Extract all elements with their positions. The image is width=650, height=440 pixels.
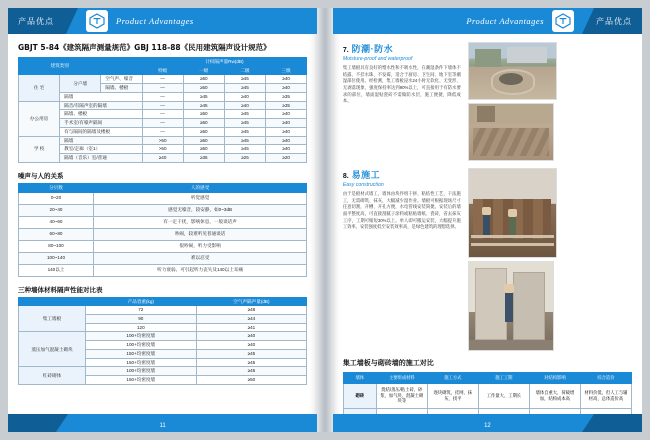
table-row [343, 383, 631, 408]
cell-density: 100+均密度墙 [86, 341, 197, 350]
photo-workers-scaffold [468, 168, 557, 258]
material-sound-table [18, 297, 307, 385]
row-item: 有与隔间的隔墙及楼板 [60, 127, 142, 136]
cell-grade-1: ≥50 [183, 84, 224, 93]
cell-density: 150+均密度墙 [86, 376, 197, 385]
cell-rw: ≥41 [196, 323, 307, 332]
cell-grade-3: ≥40 [266, 110, 307, 119]
section-waterproof-heading [343, 42, 461, 55]
cell-grade-3: ≥35 [266, 101, 307, 110]
cell-grade-special: — [142, 101, 183, 110]
table-row [19, 92, 307, 101]
cell-decibel: 100~140 [19, 252, 94, 264]
section-waterproof-photos [468, 42, 632, 161]
cell-materials: 烧结/蒸压/粘土砖、砂浆、加气块、混凝土砌块等 [376, 383, 427, 408]
cell-grade-2: ≥45 [224, 84, 265, 93]
cell-rw: ≥40 [196, 341, 307, 350]
header-left-tab: 产品优点 [8, 8, 66, 34]
left-page-header [8, 8, 317, 34]
cell-grade-3: ≥20 [266, 154, 307, 163]
noise-table-body [19, 192, 307, 276]
section-body-text: 由于是板材式墙工，墙体由块件组干拼、粘结性工艺，干法施工，无需砌筑、抹灰，大幅减少湿作业。墙板可根据现场尺寸任意切割，开槽、开孔方便，水电管线安装简捷。安装后的墙面平整度高，可直接刮腻子涂料或粘贴墙纸、瓷砖，省去抹灰工序，工期可缩短30%以上。单人即可搬运安装，大幅提升施工效率，安装强度低至安装效率高，是绿色建筑的理想选择。 [342, 191, 461, 230]
cell-rw: ≥40 [196, 332, 307, 341]
cell-rw: ≥50 [196, 376, 307, 385]
th-structure-impact: 对结构影响 [529, 373, 580, 384]
table-row [19, 136, 307, 145]
th-decibel: 分贝数 [19, 183, 94, 192]
cell-decibel: 140以上 [19, 264, 94, 276]
cell-grade-special: >50 [142, 145, 183, 154]
standards-table-body [19, 75, 307, 162]
header-left-title: Product Advantages [116, 16, 194, 26]
material-name: 集工墙板 [19, 306, 86, 332]
th-material [19, 297, 86, 306]
section-number: 7. [342, 47, 349, 54]
cell-feeling: 很吵闹，听力受影响 [94, 240, 307, 252]
cell-rw: ≥44 [196, 315, 307, 324]
cell-grade-3: ≥40 [266, 136, 307, 145]
cell-grade-special: ≥40 [142, 154, 183, 163]
cell-grade-2: ≥40 [224, 101, 265, 110]
row-item: 隔墙 [60, 92, 142, 101]
cell-grade-1: ≥35 [183, 154, 224, 163]
cell-method: 逐块砌筑，挂网、抹灰、找平 [427, 383, 478, 408]
cell-grade-3: ≥35 [266, 92, 307, 101]
cell-grade-special: — [142, 127, 183, 136]
row-item: 隔墙、楼板 [101, 84, 142, 93]
row-item: 教室/走廊（室1） [60, 145, 142, 154]
right-page [333, 8, 642, 432]
cell-grade-2: ≥45 [224, 119, 265, 128]
left-page [8, 8, 317, 432]
cell-grade-3: ≥40 [266, 119, 307, 128]
cat-office: 办公用房 [19, 101, 60, 136]
cell-structure: 墙体自重大，荷载增加，结构成本高 [529, 383, 580, 408]
th-total-cost: 综合造价 [580, 373, 631, 384]
cell-rw: ≥48 [196, 306, 307, 315]
header-right-tab: 产品优点 [594, 8, 642, 34]
row-item: 隔墙 [60, 136, 142, 145]
cell-density: 72 [86, 306, 197, 315]
header-right-title: Product Advantages [466, 16, 545, 26]
cell-grade-special: >50 [142, 136, 183, 145]
cell-grade-special: — [142, 110, 183, 119]
row-item: 空气声、噪音 [101, 75, 142, 84]
cell-density: 90 [86, 315, 197, 324]
table-row [19, 252, 307, 264]
comparison-title: 集工墙板与砌砖墙的施工对比 [342, 359, 434, 367]
cell-rw: ≥45 [196, 349, 307, 358]
cell-rw: ≥45 [196, 367, 307, 376]
cell-grade-2: ≥45 [224, 110, 265, 119]
row-item: 隔墙、楼板 [60, 110, 142, 119]
cell-grade-special: — [142, 75, 183, 84]
cell-decibel: 60~80 [19, 228, 94, 240]
cell-feeling: 难以忍受 [94, 252, 307, 264]
section-body-text: 集工墙板具有良好的憎水性和不吸水性，在潮湿条件下墙体不结露、不挂水珠、不发霉，适合于厨房、卫生间、地下室等潮湿部位使用。经检测，集工墙板浸水24小时无软化、无变形、无剥落现象，强度保持率达到90%以上，可直接用于有防水要求的部位，墙面湿贴瓷砖不需做防水层，施工便捷，降低成本。 [342, 65, 461, 104]
noise-relation-table [18, 183, 307, 277]
cell-grade-1: ≥50 [183, 119, 224, 128]
cell-decibel: 20~40 [19, 204, 94, 216]
cell-density: 100+均密度墙 [86, 332, 197, 341]
cell-feeling: 有一定干扰，影响休息，一般谈话声 [94, 216, 307, 228]
th-grade-special: 特级 [142, 66, 183, 75]
cell-grade-1: ≥50 [183, 110, 224, 119]
sub-partition: 分户墙 [60, 75, 101, 92]
th-density: 产品容重(kg) [86, 297, 197, 306]
row-name-masonry: 砌砖 [343, 383, 376, 408]
header-left-slant [66, 8, 78, 34]
table-row [19, 145, 307, 154]
cell-feeling: 感觉无噪音，较安静，如0~3dB [94, 204, 307, 216]
section-title-en: Moisture-proof and waterproof [342, 56, 413, 62]
table-row [19, 332, 307, 341]
left-page-footer [8, 414, 317, 432]
standards-table-title: GBJT 5-84《建筑隔声测量规范》GBJ 118-88《民用建筑隔声设计规范》 [18, 43, 271, 52]
spread-gutter [317, 8, 333, 432]
cell-grade-3: ≥40 [266, 84, 307, 93]
cell-density: 100+均密度墙 [86, 367, 197, 376]
table-row [19, 110, 307, 119]
right-page-body [333, 34, 642, 432]
photo-panel-install [468, 261, 554, 351]
right-page-footer [333, 414, 642, 432]
section-easy-construction-heading [343, 168, 461, 181]
noise-table-title: 噪声与人的关系 [18, 171, 64, 180]
cell-feeling: 听力衰弱、可引起听力丧失及140以上耳痛 [94, 264, 307, 276]
cell-density: 150+均密度墙 [86, 349, 197, 358]
th-grade-2: 二级 [224, 66, 265, 75]
th-building-type: 建筑类别 [19, 58, 101, 75]
cell-grade-2: ≥40 [224, 92, 265, 101]
brand-logo-left [86, 10, 108, 32]
photo-brick-paving [468, 103, 554, 161]
cell-grade-3: ≥40 [266, 127, 307, 136]
th-rw-group: 计权隔声量Rw(dB) [142, 58, 307, 67]
material-compare-title: 三种墙体材料隔声性能对比表 [18, 285, 103, 294]
cell-feeling: 吵闹，较难听见普通谈话 [94, 228, 307, 240]
cell-grade-2: ≥25 [224, 154, 265, 163]
table-row [19, 228, 307, 240]
th-main-materials: 主要组成材料 [376, 373, 427, 384]
cell-density: 150+均密度墙 [86, 358, 197, 367]
cell-grade-special: — [142, 92, 183, 101]
table-row [19, 75, 307, 84]
cell-grade-3: ≥40 [266, 75, 307, 84]
cell-decibel: 40~60 [19, 216, 94, 228]
material-table-body [19, 306, 307, 385]
th-duration: 施工工期 [478, 373, 529, 384]
cell-grade-special: — [142, 84, 183, 93]
page-number-left: 11 [159, 423, 166, 429]
table-row [19, 216, 307, 228]
table-row [19, 119, 307, 128]
section-title-cn: 防潮·防水 [351, 44, 394, 54]
cell-feeling: 听觉感觉 [94, 192, 307, 204]
table-row [19, 367, 307, 376]
cell-grade-special: — [142, 119, 183, 128]
material-name: 蒸压加气混凝土砌块 [19, 332, 86, 367]
table-row [19, 154, 307, 163]
cell-rw: ≥45 [196, 358, 307, 367]
table-row [19, 127, 307, 136]
cell-grade-1: ≥45 [183, 92, 224, 101]
cell-grade-2: ≥45 [224, 145, 265, 154]
th-wall-type: 墙体 [343, 373, 376, 384]
section-easy-construction-photos [468, 168, 632, 351]
row-item: 隔墙（音乐）室/普通 [60, 154, 142, 163]
section-easy-construction [343, 168, 632, 351]
row-item: 手术室/有噪声隔间 [60, 119, 142, 128]
cell-grade-1: ≥50 [183, 127, 224, 136]
cell-density: 120 [86, 323, 197, 332]
table-row [19, 264, 307, 276]
cell-grade-3: ≥40 [266, 145, 307, 154]
photo-outdoor-planter [468, 42, 557, 100]
cell-decibel: 80~100 [19, 240, 94, 252]
th-sound-insulation: 空气声隔声量(dB) [196, 297, 307, 306]
section-waterproof-text [343, 42, 461, 161]
cell-duration: 工作量大、工期长 [478, 383, 529, 408]
cell-cost: 材料价低，但人工与辅材高，总体造价高 [580, 383, 631, 408]
th-grade-1: 一级 [183, 66, 224, 75]
standards-table [18, 57, 307, 163]
section-easy-construction-text [343, 168, 461, 351]
th-construction-method: 施工方式 [427, 373, 478, 384]
header-right-slant [582, 8, 594, 34]
material-name: 红砖砌体 [19, 367, 86, 384]
cell-grade-2: ≥45 [224, 75, 265, 84]
cell-grade-1: ≥45 [183, 101, 224, 110]
section-number: 8. [342, 173, 349, 180]
cell-grade-1: ≥50 [183, 136, 224, 145]
brand-logo-right [552, 10, 574, 32]
cell-grade-1: ≥50 [183, 145, 224, 154]
table-row [19, 101, 307, 110]
table-row [19, 204, 307, 216]
table-row [19, 192, 307, 204]
th-item [101, 58, 142, 75]
table-row [19, 240, 307, 252]
th-feeling: 人的感受 [94, 183, 307, 192]
section-title-cn: 易施工 [351, 170, 381, 180]
cat-residence: 住 宅 [19, 75, 60, 101]
th-grade-3: 三级 [266, 66, 307, 75]
page-number-right: 12 [484, 423, 491, 429]
row-item: 隔音/有隔声室的隔墙 [60, 101, 142, 110]
cat-school: 学 校 [19, 136, 60, 162]
section-title-en: Easy construction [342, 182, 384, 188]
cell-grade-2: ≥45 [224, 127, 265, 136]
cell-grade-1: ≥50 [183, 75, 224, 84]
section-waterproof [343, 42, 632, 161]
cell-decibel: 0~20 [19, 192, 94, 204]
right-page-header [333, 8, 642, 34]
cell-grade-2: ≥45 [224, 136, 265, 145]
left-page-body [8, 34, 317, 385]
table-row [19, 306, 307, 315]
